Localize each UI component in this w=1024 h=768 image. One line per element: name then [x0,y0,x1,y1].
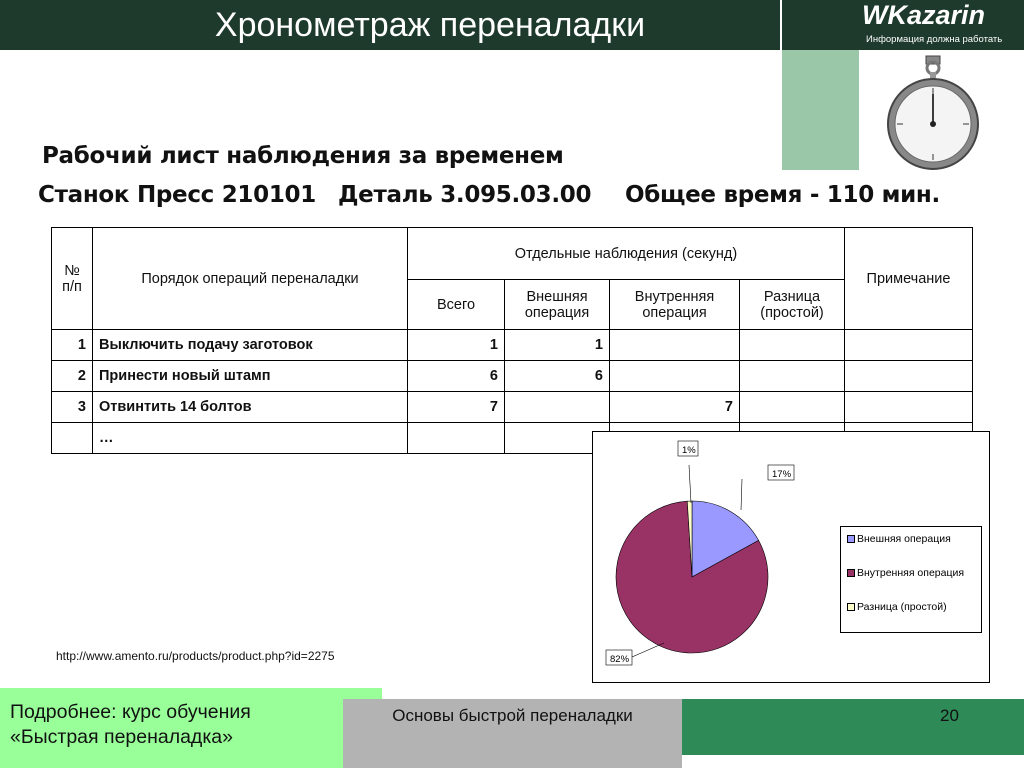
col-header-observations: Отдельные наблюдения (секунд) [408,228,845,280]
footer-right-panel [673,699,1024,755]
cell-note [845,361,973,392]
chart-legend [840,526,982,633]
data-label: 82% [610,654,630,665]
observation-table [51,227,973,454]
cell-total: 7 [408,392,505,423]
col-header-num: № п/п [52,228,93,330]
data-label: 1% [682,445,696,456]
cell-num: 2 [52,361,93,392]
data-label-leader [689,465,691,503]
cell-operation: Принести новый штамп [93,361,408,392]
cell-note [845,330,973,361]
total-time-label: Общее время - 110 мин. [625,182,940,208]
col-header-external: Внешняя операция [505,280,610,330]
legend-swatch [847,603,855,611]
part-label: Деталь 3.095.03.00 [338,182,592,208]
legend-label: Внутренняя операция [857,567,965,579]
cell-num [52,423,93,454]
legend-label: Разница (простой) [857,601,947,613]
col-header-notes: Примечание [845,228,973,330]
cell-operation: Отвинтить 14 болтов [93,392,408,423]
legend-swatch [847,535,855,543]
data-label: 17% [772,469,792,480]
source-link[interactable]: http://www.amento.ru/products/product.php?id=2275 [56,649,335,663]
legend-item-internal [847,567,964,579]
cell-internal: 7 [610,392,740,423]
legend-item-external [847,533,951,545]
page-number: 20 [940,706,959,725]
cell-external [505,392,610,423]
machine-label: Станок Пресс 210101 [38,182,316,208]
col-header-difference: Разница (простой) [740,280,845,330]
cell-operation: … [93,423,408,454]
cell-difference [740,392,845,423]
table-row [52,330,973,361]
cell-num: 1 [52,330,93,361]
col-header-operations: Порядок операций переналадки [93,228,408,330]
cell-external: 6 [505,361,610,392]
footer-topic-text: Основы быстрой переналадки [392,706,633,725]
worksheet-subtitle: Рабочий лист наблюдения за временем [42,143,564,169]
col-header-internal: Внутренняя операция [610,280,740,330]
cell-total: 6 [408,361,505,392]
cell-difference [740,330,845,361]
data-label-leader [741,479,742,510]
legend-label: Внешняя операция [857,533,951,545]
cell-note [845,392,973,423]
table-row [52,361,973,392]
legend-item-difference [847,601,967,613]
cell-total: 1 [408,330,505,361]
table-row [52,392,973,423]
cell-operation: Выключить подачу заготовок [93,330,408,361]
cell-internal [610,330,740,361]
cell-external: 1 [505,330,610,361]
data-label-leader [632,643,664,657]
decorative-strip [782,50,859,170]
legend-swatch [847,569,855,577]
stopwatch-icon [886,54,980,172]
logo: WKazarin [862,0,986,30]
footer-course-text: Подробнее: курс обучения «Быстрая переналадка» [10,701,251,748]
cell-total [408,423,505,454]
logo-tagline: Информация должна работать [866,34,1003,45]
col-header-total: Всего [408,280,505,330]
cell-difference [740,361,845,392]
cell-internal [610,361,740,392]
cell-num: 3 [52,392,93,423]
slide-title: Хронометраж переналадки [214,6,646,44]
